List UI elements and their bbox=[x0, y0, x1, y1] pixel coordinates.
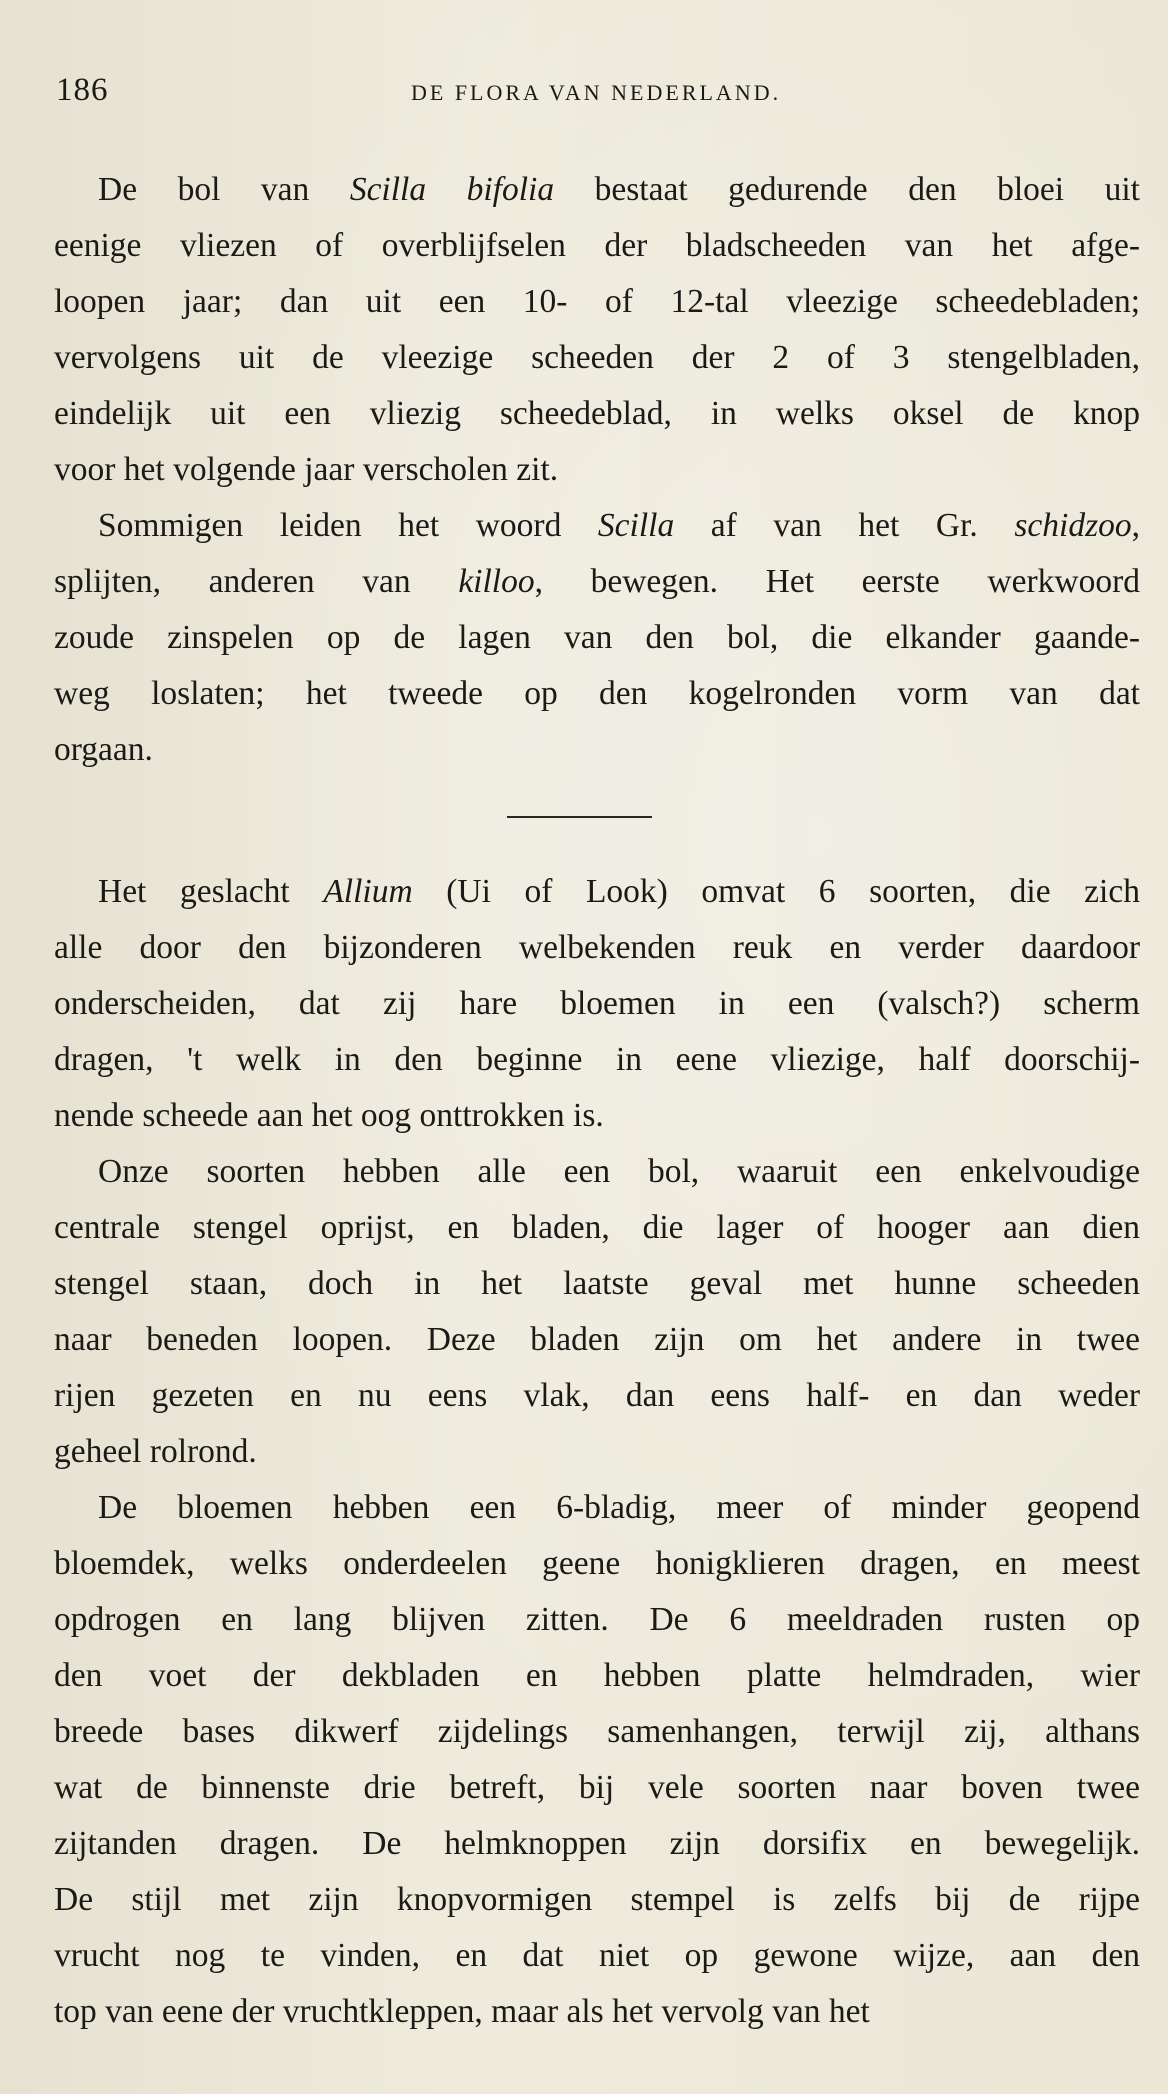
paragraph-allium-flowers bbox=[54, 1480, 1140, 2040]
text-segment: splijten, anderen van bbox=[54, 563, 459, 600]
text-segment: eindelijk uit een vliezig scheedeblad, in welks oksel de knop bbox=[54, 395, 1140, 432]
text-segment: naar beneden loopen. Deze bladen zijn om het andere in twee bbox=[54, 1321, 1140, 1358]
text-segment: De bol van bbox=[98, 171, 350, 208]
text-segment: alle door den bijzonderen welbekenden reuk en verder daardoor bbox=[54, 929, 1140, 966]
text-segment: top van eene der vruchtkleppen, maar als het vervolg van het bbox=[54, 1993, 870, 2030]
text-segment: Onze soorten hebben alle een bol, waaruit een enkelvoudige bbox=[98, 1153, 1140, 1190]
text-line bbox=[54, 386, 1140, 442]
page-header bbox=[56, 72, 1136, 122]
italic-term: schidzoo bbox=[1014, 507, 1132, 544]
text-line bbox=[54, 1704, 1140, 1760]
text-line bbox=[54, 1536, 1140, 1592]
text-segment: De stijl met zijn knopvormigen stempel is zelfs bij de rijpe bbox=[54, 1881, 1140, 1918]
text-line bbox=[54, 1144, 1140, 1200]
body-text bbox=[54, 162, 1140, 2040]
text-segment: zijtanden dragen. De helmknoppen zijn dorsifix en bewegelijk. bbox=[54, 1825, 1140, 1862]
text-line bbox=[54, 554, 1140, 610]
text-line bbox=[54, 1424, 1140, 1480]
text-segment: voor het volgende jaar verscholen zit. bbox=[54, 451, 559, 488]
text-line bbox=[54, 1592, 1140, 1648]
text-segment: dragen, 't welk in den beginne in eene vliezige, half doorschij- bbox=[54, 1041, 1140, 1078]
paragraph-scilla-etymology bbox=[54, 498, 1140, 778]
paragraph-allium-bulb bbox=[54, 1144, 1140, 1480]
text-segment: vrucht nog te vinden, en dat niet op gewone wijze, aan den bbox=[54, 1937, 1140, 1974]
text-segment: , bbox=[1131, 507, 1140, 544]
text-segment: loopen jaar; dan uit een 10- of 12-tal vleezige scheedebladen; bbox=[54, 283, 1140, 320]
text-line bbox=[54, 1480, 1140, 1536]
text-segment: centrale stengel oprijst, en bladen, die lager of hooger aan dien bbox=[54, 1209, 1140, 1246]
text-line bbox=[54, 1368, 1140, 1424]
text-line bbox=[54, 442, 1140, 498]
text-segment: eenige vliezen of overblijfselen der bladscheeden van het afge- bbox=[54, 227, 1140, 264]
italic-term: Allium bbox=[323, 873, 413, 910]
paragraph-allium-genus bbox=[54, 864, 1140, 1144]
text-line bbox=[54, 218, 1140, 274]
text-segment: den voet der dekbladen en hebben platte helmdraden, wier bbox=[54, 1657, 1140, 1694]
text-line bbox=[54, 1816, 1140, 1872]
text-line bbox=[54, 1088, 1140, 1144]
text-line bbox=[54, 162, 1140, 218]
section-divider bbox=[507, 816, 652, 818]
text-segment: Het geslacht bbox=[98, 873, 324, 910]
text-segment: nende scheede aan het oog onttrokken is. bbox=[54, 1097, 604, 1134]
text-segment: bloemdek, welks onderdeelen geene honigklieren dragen, en meest bbox=[54, 1545, 1140, 1582]
text-line bbox=[54, 722, 1140, 778]
page-number: 186 bbox=[56, 72, 109, 108]
text-line bbox=[54, 976, 1140, 1032]
paragraph-scilla-bulb bbox=[54, 162, 1140, 498]
text-line bbox=[54, 864, 1140, 920]
text-segment: vervolgens uit de vleezige scheeden der 2 of 3 stengelbladen, bbox=[54, 339, 1140, 376]
text-line bbox=[54, 610, 1140, 666]
text-line bbox=[54, 330, 1140, 386]
text-segment: onderscheiden, dat zij hare bloemen in een (valsch?) scherm bbox=[54, 985, 1140, 1022]
text-line bbox=[54, 274, 1140, 330]
text-line bbox=[54, 666, 1140, 722]
text-segment: breede bases dikwerf zijdelings samenhangen, terwijl zij, althans bbox=[54, 1713, 1140, 1750]
text-segment: opdrogen en lang blijven zitten. De 6 meeldraden rusten op bbox=[54, 1601, 1140, 1638]
text-line bbox=[54, 1648, 1140, 1704]
text-segment: (Ui of Look) omvat 6 soorten, die zich bbox=[412, 873, 1140, 910]
text-segment: rijen gezeten en nu eens vlak, dan eens half- en dan weder bbox=[54, 1377, 1140, 1414]
text-segment: Sommigen leiden het woord bbox=[98, 507, 598, 544]
text-segment: bestaat gedurende den bloei uit bbox=[554, 171, 1140, 208]
text-segment: zoude zinspelen op de lagen van den bol, die elkander gaande- bbox=[54, 619, 1140, 656]
italic-term: killoo bbox=[458, 563, 535, 600]
italic-term: Scilla bbox=[597, 507, 675, 544]
italic-term: Scilla bifolia bbox=[349, 171, 555, 208]
text-segment: weg loslaten; het tweede op den kogelronden vorm van dat bbox=[54, 675, 1140, 712]
text-line bbox=[54, 920, 1140, 976]
text-segment: wat de binnenste drie betreft, bij vele soorten naar boven twee bbox=[54, 1769, 1140, 1806]
text-line bbox=[54, 1032, 1140, 1088]
text-segment: orgaan. bbox=[54, 731, 153, 768]
text-segment: , bewegen. Het eerste werkwoord bbox=[534, 563, 1140, 600]
text-line bbox=[54, 1928, 1140, 1984]
text-line bbox=[54, 1760, 1140, 1816]
running-head: DE FLORA VAN NEDERLAND. bbox=[411, 80, 782, 105]
text-line bbox=[54, 1984, 1140, 2040]
text-line bbox=[54, 1872, 1140, 1928]
text-segment: De bloemen hebben een 6-bladig, meer of minder geopend bbox=[98, 1489, 1140, 1526]
text-segment: geheel rolrond. bbox=[54, 1433, 257, 1470]
text-line bbox=[54, 1256, 1140, 1312]
text-line bbox=[54, 1312, 1140, 1368]
text-segment: stengel staan, doch in het laatste geval met hunne scheeden bbox=[54, 1265, 1140, 1302]
text-segment: af van het Gr. bbox=[674, 507, 1015, 544]
text-line bbox=[54, 1200, 1140, 1256]
text-line bbox=[54, 498, 1140, 554]
